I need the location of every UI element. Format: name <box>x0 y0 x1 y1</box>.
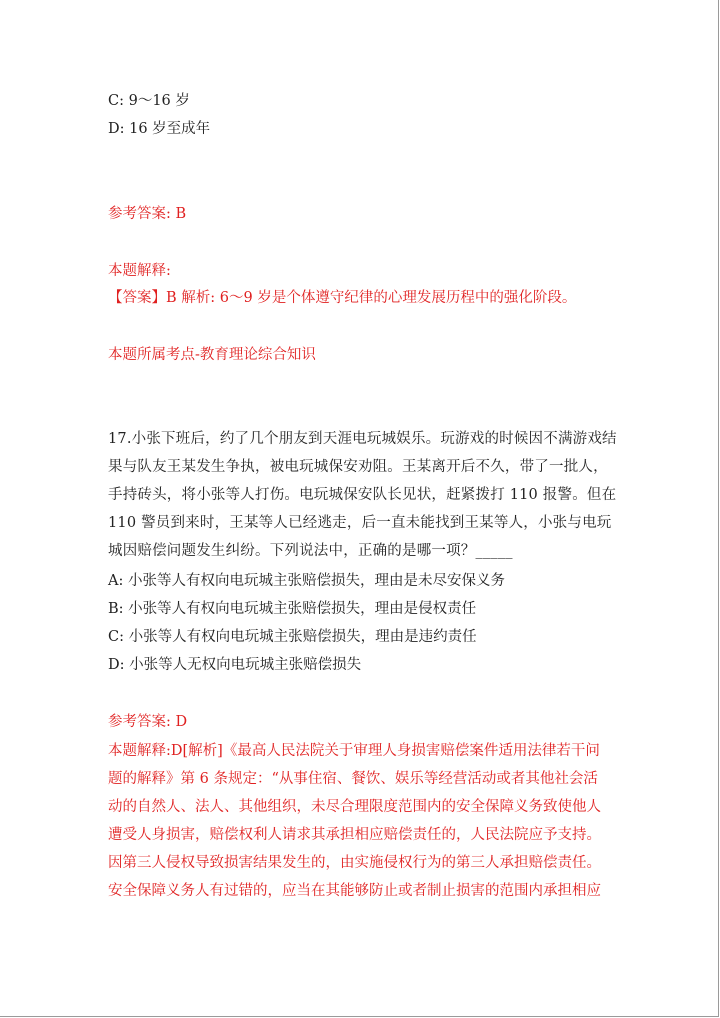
q17-stem-line: 手持砖头，将小张等人打伤。电玩城保安队长见状，赶紧拨打 110 报警。但在 <box>108 487 617 503</box>
q17-explanation-line: 安全保障义务人有过错的，应当在其能够防止或者制止损害的范围内承担相应 <box>108 883 601 899</box>
q17-option-c: C: 小张等人有权向电玩城主张赔偿损失，理由是违约责任 <box>108 629 477 645</box>
q17-option-b: B: 小张等人有权向电玩城主张赔偿损失，理由是侵权责任 <box>108 601 477 617</box>
q17-stem-line: 果与队友王某发生争执，被电玩城保安劝阻。王某离开后不久，带了一批人， <box>108 459 608 475</box>
q17-explanation-line: 本题解释:D[解析]《最高人民法院关于审理人身损害赔偿案件适用法律若干问 <box>108 743 600 759</box>
q17-stem-line: 17.小张下班后，约了几个朋友到天涯电玩城娱乐。玩游戏的时候因不满游戏结 <box>108 431 617 447</box>
q17-explanation-line: 题的解释》第 6 条规定：“从事住宿、餐饮、娱乐等经营活动或者其他社会活 <box>108 771 598 787</box>
q17-explanation-line: 遭受人身损害，赔偿权利人请求其承担相应赔偿责任的，人民法院应予支持。 <box>108 827 601 843</box>
prev-explanation-text: 【答案】B 解析: 6〜9 岁是个体遵守纪律的心理发展历程中的强化阶段。 <box>108 290 577 306</box>
q17-option-a: A: 小张等人有权向电玩城主张赔偿损失，理由是未尽安保义务 <box>108 573 505 589</box>
q17-explanation-line: 动的自然人、法人、其他组织，未尽合理限度范围内的安全保障义务致使他人 <box>108 799 601 815</box>
prev-explanation-label: 本题解释: <box>108 263 171 279</box>
prev-option-c: C: 9〜16 岁 <box>108 93 190 109</box>
q17-stem-line: 110 警员到来时，王某等人已经逃走，后一直未能找到王某等人，小张与电玩 <box>108 515 612 531</box>
q17-option-d: D: 小张等人无权向电玩城主张赔偿损失 <box>108 657 362 673</box>
q17-explanation-line: 因第三人侵权导致损害结果发生的，由实施侵权行为的第三人承担赔偿责任。 <box>108 855 601 871</box>
prev-answer: 参考答案: B <box>108 206 187 222</box>
q17-answer: 参考答案: D <box>108 714 188 730</box>
prev-option-d: D: 16 岁至成年 <box>108 121 211 137</box>
q17-stem-line: 城因赔偿问题发生纠纷。下列说法中，正确的是哪一项？_____ <box>108 543 513 559</box>
prev-topic: 本题所属考点-教育理论综合知识 <box>108 347 316 363</box>
